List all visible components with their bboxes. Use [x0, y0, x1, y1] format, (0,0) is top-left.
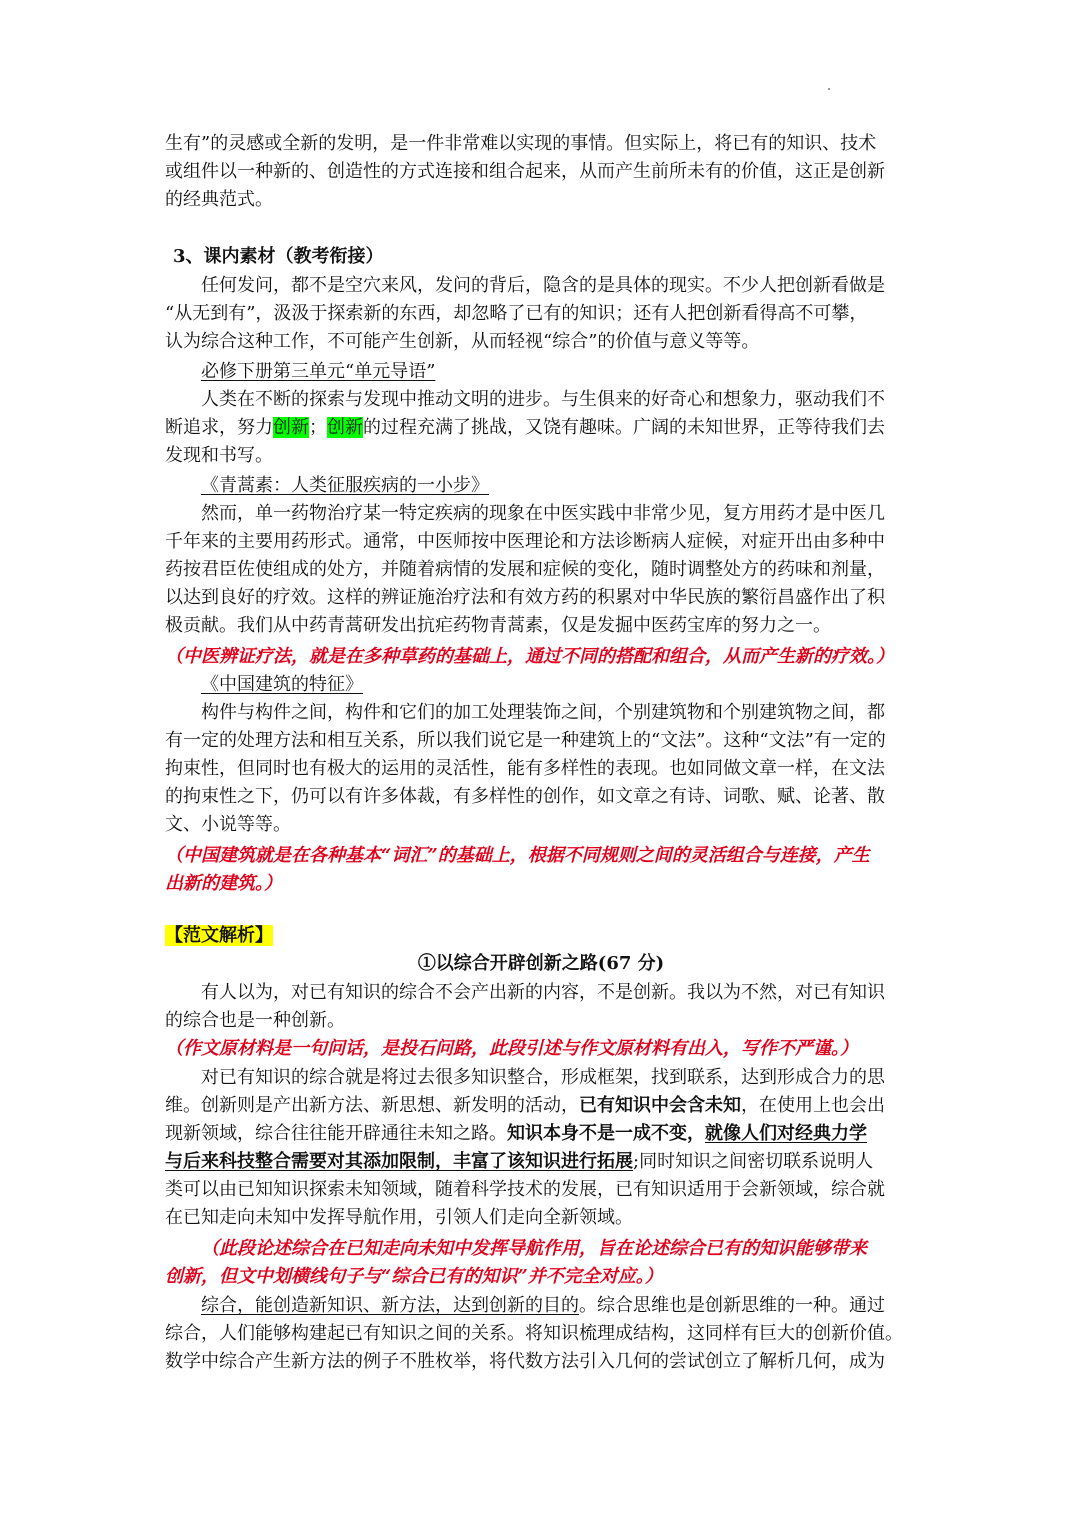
- comment-note-3: [165, 1035, 917, 1063]
- essay-title: [165, 950, 917, 978]
- essay-paragraph-1: [165, 979, 917, 1035]
- text-line: 有人以为，对已有知识的综合不会产出新的内容，不是创新。我以为不然，对已有知识: [201, 982, 885, 1003]
- comment-text: 创新，但文中划横线句子与“综合已有的知识”并不完全对应。）: [165, 1266, 663, 1287]
- text-line: [165, 1292, 917, 1320]
- bold-span: 已有知识中会含未知: [579, 1095, 741, 1116]
- text-line: [165, 1092, 917, 1120]
- essay-paragraph-3: [165, 1292, 917, 1376]
- text-line: “从无到有”，汲汲于探索新的东西，却忽略了已有的知识；还有人把创新看得高不可攀，: [165, 303, 868, 324]
- text-line: 有一定的处理方法和相互关系，所以我们说它是一种建筑上的“文法”。这种“文法”有一定的: [165, 730, 886, 751]
- bold-span: 知识本身不是一成不变，: [507, 1123, 705, 1144]
- text-line: 的拘束性之下，仍可以有许多体裁，有多样性的创作，如文章之有诗、词歌、赋、论著、散: [165, 786, 885, 807]
- text-span: 的过程充满了挑战，又饶有趣味。广阔的未知世界，正等待我们去: [363, 417, 885, 438]
- essay-paragraph-2: [165, 1064, 917, 1232]
- text-line: 类可以由已知知识探索未知领域，随着科学技术的发展，已有知识适用于会新领域，综合就: [165, 1179, 885, 1200]
- text-line: 极贡献。我们从中药青蒿研发出抗疟药物青蒿素，仅是发掘中医药宝库的努力之一。: [165, 615, 831, 636]
- section-heading: [165, 243, 917, 271]
- underlined-span: 综合，能创造新知识、新方法，达到创新的目的: [201, 1295, 579, 1316]
- section3-paragraph-2: [165, 386, 917, 470]
- section3-paragraph-3: [165, 500, 917, 640]
- comment-note-4: [165, 1235, 917, 1291]
- text-span: ，在使用上也会出: [741, 1095, 885, 1116]
- section-heading-text: 3、课内素材（教考衔接）: [173, 246, 384, 267]
- text-line: 数学中综合产生新方法的例子不胜枚举，将代数方法引入几何的尝试创立了解析几何，成为: [165, 1351, 885, 1372]
- section3-paragraph-1: [165, 272, 917, 356]
- text-line: 对已有知识的综合就是将过去很多知识整合，形成框架，找到联系，达到形成合力的思: [201, 1067, 885, 1088]
- text-line: 以达到良好的疗效。这样的辨证施治疗法和有效方药的积累对中华民族的繁衍昌盛作出了积: [165, 587, 885, 608]
- text-line: 拘束性，但同时也有极大的运用的灵活性，能有多样性的表现。也如同做文章一样，在文法: [165, 758, 885, 779]
- source-title-1: [165, 358, 917, 386]
- highlight-innovation-1: 创新: [273, 417, 309, 438]
- essay-title-text: ①以综合开辟创新之路(67 分): [417, 953, 665, 974]
- text-line: 然而，单一药物治疗某一特定疾病的现象在中医实践中非常少见，复方用药才是中医几: [201, 503, 885, 524]
- text-line: 千年来的主要用药形式。通常，中医师按中医理论和方法诊断病人症候，对症开出由多种中: [165, 531, 885, 552]
- analysis-tag: [165, 922, 917, 950]
- text-line: 任何发问，都不是空穴来风，发问的背后，隐含的是具体的现实。不少人把创新看做是: [201, 275, 885, 296]
- comment-note-1: [165, 643, 917, 671]
- text-line: 人类在不断的探索与发现中推动文明的进步。与生俱来的好奇心和想象力，驱动我们不: [201, 389, 885, 410]
- text-line: 或组件以一种新的、创造性的方式连接和组合起来，从而产生前所未有的价值，这正是创新: [165, 161, 885, 182]
- source-title-text: 必修下册第三单元“单元导语”: [201, 361, 436, 382]
- comment-text: （中医辨证疗法，就是在多种草药的基础上，通过不同的搭配和组合，从而产生新的疗效。）: [165, 646, 894, 667]
- comment-text: （作文原材料是一句问话，是投石问路，此段引述与作文原材料有出入，写作不严谨。）: [165, 1038, 858, 1059]
- text-line: [165, 414, 917, 442]
- text-line: [165, 1120, 917, 1148]
- text-line: 的综合也是一种创新。: [165, 1010, 345, 1031]
- text-line: 认为综合这种工作，不可能产生创新，从而轻视“综合”的价值与意义等等。: [165, 331, 760, 352]
- text-span: ；: [309, 417, 327, 438]
- text-line: 的经典范式。: [165, 189, 273, 210]
- text-line: 药按君臣佐使组成的处方，并随着病情的发展和症候的变化，随时调整处方的药味和剂量，: [165, 559, 885, 580]
- source-title-3: [165, 671, 917, 699]
- analysis-tag-text: 【范文解析】: [165, 925, 273, 946]
- text-span: 维。创新则是产出新方法、新思想、新发明的活动，: [165, 1095, 579, 1116]
- text-line: 在已知走向未知中发挥导航作用，引领人们走向全新领域。: [165, 1207, 633, 1228]
- text-line: 构件与构件之间，构件和它们的加工处理装饰之间，个别建筑物和个别建筑物之间，都: [201, 702, 885, 723]
- intro-paragraph: [165, 130, 917, 214]
- text-span: 断追求，努力: [165, 417, 273, 438]
- text-line: 文、小说等等。: [165, 814, 291, 835]
- comment-text: （此段论述综合在已知走向未知中发挥导航作用，旨在论述综合已有的知识能够带来: [201, 1238, 867, 1259]
- highlight-innovation-2: 创新: [327, 417, 363, 438]
- comment-note-2: [165, 842, 917, 898]
- underlined-bold-span: 与后来科技整合需要对其添加限制，丰富了该知识进行拓展: [165, 1151, 633, 1172]
- comment-text: 出新的建筑。）: [165, 873, 282, 894]
- source-title-2: [165, 472, 917, 500]
- text-line: 生有”的灵感或全新的发明，是一件非常难以实现的事情。但实际上，将已有的知识、技术: [165, 133, 877, 154]
- source-title-text: 《中国建筑的特征》: [201, 674, 363, 695]
- text-span: 。综合思维也是创新思维的一种。通过: [579, 1295, 885, 1316]
- section3-paragraph-4: [165, 699, 917, 839]
- text-span: ;同时知识之间密切联系说明人: [633, 1151, 874, 1172]
- comment-text: （中国建筑就是在各种基本“词汇”的基础上，根据不同规则之间的灵活组合与连接，产生: [165, 845, 870, 866]
- underlined-bold-span: 就像人们对经典力学: [705, 1123, 867, 1144]
- text-line: 发现和书写。: [165, 445, 273, 466]
- text-line: [165, 1148, 917, 1176]
- text-line: 综合，人们能够构建起已有知识之间的关系。将知识梳理成结构，这同样有巨大的创新价值。: [165, 1323, 903, 1344]
- page-speck: [828, 88, 830, 90]
- text-span: 现新领域，综合往往能开辟通往未知之路。: [165, 1123, 507, 1144]
- source-title-text: 《青蒿素：人类征服疾病的一小步》: [201, 475, 489, 496]
